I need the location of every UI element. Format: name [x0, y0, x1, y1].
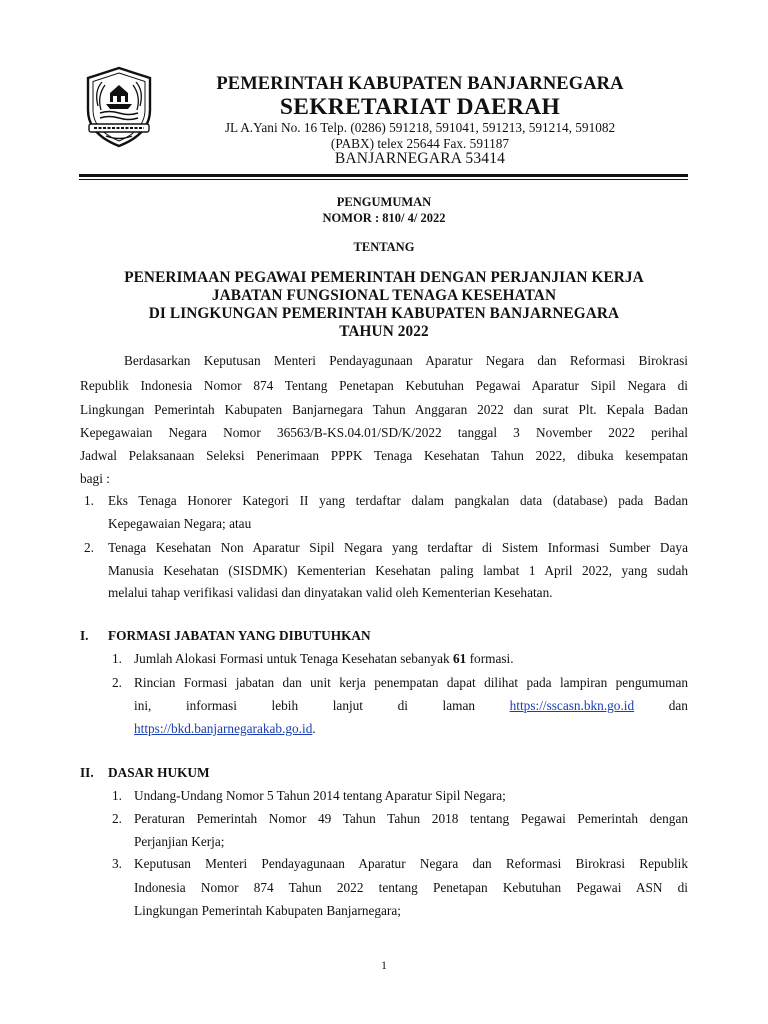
subject-line: DI LINGKUNGAN PEMERINTAH KABUPATEN BANJARNEGARA: [148, 305, 620, 322]
page-number: 1: [381, 960, 387, 972]
word: di: [397, 698, 408, 713]
intro-line: Republik Indonesia Nomor 874 Tentang Penetapan Kebutuhan Pegawai Aparatur Sipil Negara di: [80, 378, 688, 393]
word: informasi: [185, 698, 237, 713]
bkd-link[interactable]: https://bkd.banjarnegarakab.go.id: [134, 721, 313, 736]
office-address: JL A.Yani No. 16 Telp. (0286) 591218, 591041, 591213, 591214, 591082: [224, 120, 616, 135]
formation-detail-line: [134, 721, 316, 737]
announcement-about: TENTANG: [353, 240, 415, 254]
word: dan: [668, 698, 688, 713]
intro-line: Jadwal Pelaksanaan Seleksi Penerimaan PPPK Tenaga Kesehatan Tahun 2022, dibuka kesempatan: [80, 448, 688, 463]
sscasn-link[interactable]: https://sscasn.bkn.go.id: [509, 698, 635, 713]
list-number: 1.: [112, 788, 122, 803]
intro-line: Kepegawaian Negara Nomor 36563/B-KS.04.01/SD/K/2022 tanggal 3 November 2022 perihal: [80, 425, 688, 440]
list-number: 2.: [112, 675, 122, 690]
formation-count-value: 61: [453, 651, 467, 666]
intro-line: Lingkungan Pemerintah Kabupaten Banjarnegara Tahun Anggaran 2022 dan surat Plt. Kepala Badan: [80, 402, 688, 417]
legal-basis-line: Undang-Undang Nomor 5 Tahun 2014 tentang Aparatur Sipil Negara;: [134, 788, 506, 803]
legal-basis-line: Peraturan Pemerintah Nomor 49 Tahun Tahun 2018 tentang Pegawai Pemerintah dengan: [134, 811, 688, 826]
eligibility-line: Tenaga Kesehatan Non Aparatur Sipil Negara yang terdaftar di Sistem Informasi Sumber Daya: [108, 540, 688, 555]
eligibility-line: Kepegawaian Negara; atau: [108, 516, 252, 531]
subject-line: PENERIMAAN PEGAWAI PEMERINTAH DENGAN PERJANJIAN KERJA: [124, 269, 644, 286]
regency-emblem-icon: [80, 66, 158, 148]
legal-basis-line: Indonesia Nomor 874 Tahun 2022 tentang Penetapan Kebutuhan Pegawai ASN di: [134, 880, 688, 895]
legal-basis-line: Lingkungan Pemerintah Kabupaten Banjarnegara;: [134, 903, 401, 918]
intro-line: Berdasarkan Keputusan Menteri Pendayagunaan Aparatur Negara dan Reformasi Birokrasi: [124, 353, 688, 368]
legal-basis-line: Perjanjian Kerja;: [134, 834, 225, 849]
letterhead-rule-thick: [79, 174, 688, 177]
intro-line: bagi :: [80, 471, 110, 486]
formation-count-text: Jumlah Alokasi Formasi untuk Tenaga Kesehatan sebanyak: [134, 651, 453, 666]
word: laman: [442, 698, 476, 713]
list-number: 2.: [84, 540, 94, 555]
word: lanjut: [332, 698, 364, 713]
eligibility-line: Eks Tenaga Honorer Kategori II yang terdaftar dalam pangkalan data (database) pada Badan: [108, 493, 688, 508]
section-heading: DASAR HUKUM: [108, 765, 210, 780]
section-heading: FORMASI JABATAN YANG DIBUTUHKAN: [108, 628, 371, 643]
formation-count-line: [134, 651, 514, 667]
office-name: SEKRETARIAT DAERAH: [279, 94, 561, 120]
legal-basis-line: Keputusan Menteri Pendayagunaan Aparatur Negara dan Reformasi Birokrasi Republik: [134, 856, 688, 871]
list-number: 1.: [112, 651, 122, 666]
eligibility-line: melalui tahap verifikasi validasi dan dinyatakan valid oleh Kementerian Kesehatan.: [108, 585, 553, 600]
office-city: BANJARNEGARA 53414: [334, 150, 506, 167]
announcement-label: PENGUMUMAN: [336, 195, 432, 209]
announcement-number: NOMOR : 810/ 4/ 2022: [322, 211, 446, 225]
word: ini,: [134, 698, 152, 713]
word: lebih: [271, 698, 299, 713]
subject-line: TAHUN 2022: [339, 323, 429, 340]
eligibility-line: Manusia Kesehatan (SISDMK) Kementerian Kesehatan paling lambat 1 April 2022, yang sudah: [108, 563, 688, 578]
list-number: 2.: [112, 811, 122, 826]
office-contact: (PABX) telex 25644 Fax. 591187: [330, 136, 510, 151]
period: .: [312, 721, 316, 736]
section-numeral: I.: [80, 628, 89, 643]
formation-count-suffix: formasi.: [466, 651, 514, 666]
subject-line: JABATAN FUNGSIONAL TENAGA KESEHATAN: [211, 287, 557, 304]
letterhead-rule-thin: [79, 179, 688, 180]
list-number: 1.: [84, 493, 94, 508]
list-number: 3.: [112, 856, 122, 871]
government-name: PEMERINTAH KABUPATEN BANJARNEGARA: [216, 74, 624, 94]
section-numeral: II.: [80, 765, 94, 780]
formation-detail-line: [134, 698, 688, 714]
formation-detail-line: Rincian Formasi jabatan dan unit kerja penempatan dapat dilihat pada lampiran pengumuman: [134, 675, 688, 690]
